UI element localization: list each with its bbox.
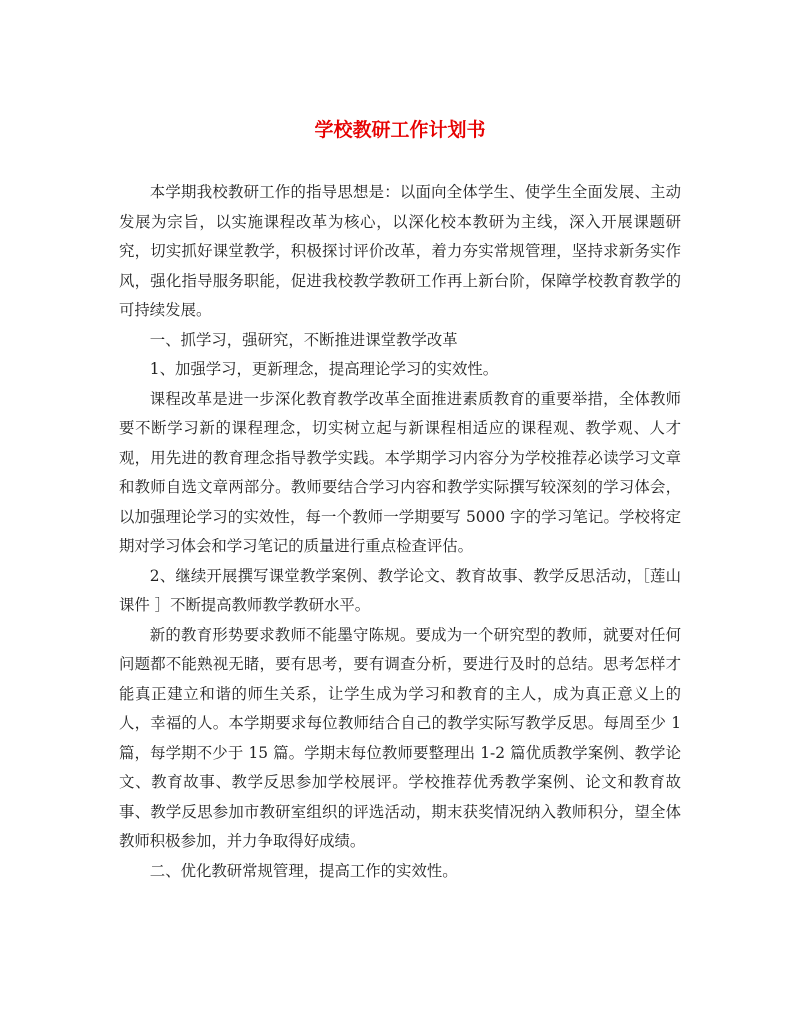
paragraph-guiding-ideology: 本学期我校教研工作的指导思想是：以面向全体学生、使学生全面发展、主动发展为宗旨，以实施课程改革为核心，以深化校本教研为主线，深入开展课题研究，切实抓好课堂教学，积极探讨评价改革，着力夯实常规管理，坚持求新务实作风，强化指导服务职能，促进我校教学教研工作再上新台阶，保障学校教育教学的可持续发展。 xyxy=(119,183,681,319)
section-heading-1: 一、抓学习，强研究，不断推进课堂教学改革 xyxy=(149,330,458,349)
document-title: 学校教研工作计划书 xyxy=(314,119,486,141)
section-heading-2: 二、优化教研常规管理，提高工作的实效性。 xyxy=(149,861,458,880)
subsection-heading-1-1: 1、加强学习，更新理念，提高理论学习的实效性。 xyxy=(149,360,499,378)
document-body xyxy=(119,178,681,886)
subsection-heading-1-2: 2、继续开展撰写课堂教学案例、教学论文、教育故事、教学反思活动，［莲山课件 ］不断提高教师教学教研水平。 xyxy=(119,566,681,614)
paragraph-curriculum-reform: 课程改革是进一步深化教育教学改革全面推进素质教育的重要举措，全体教师要不断学习新的课程理念，切实树立起与新课程相适应的课程观、教学观、人才观，用先进的教育理念指导教学实践。本学期学习内容分为学校推荐必读学习文章和教师自选文章两部分。教师要结合学习内容和教学实际撰写较深刻的学习体会，以加强理论学习的实效性，每一个教师一学期要写 5000 字的学习笔记。学校将定期对学习体会和学习笔记的质量进行重点检查评估。 xyxy=(119,389,681,555)
paragraph-teaching-reflection: 新的教育形势要求教师不能墨守陈规。要成为一个研究型的教师，就要对任何问题都不能熟视无睹，要有思考，要有调查分析，要进行及时的总结。思考怎样才能真正建立和谐的师生关系，让学生成为学习和教育的主人，成为真正意义上的人，幸福的人。本学期要求每位教师结合自己的教学实际写教学反思。每周至少 1 篇，每学期不少于 15 篇。学期末每位教师要整理出 1-2 篇优质教学案例、教学论文、教育故事、教学反思参加学校展评。学校推荐优秀教学案例、论文和教育故事、教学反思参加市教研室组织的评选活动，期末获奖情况纳入教师积分，望全体教师积极参加，并力争取得好成绩。 xyxy=(119,625,681,850)
